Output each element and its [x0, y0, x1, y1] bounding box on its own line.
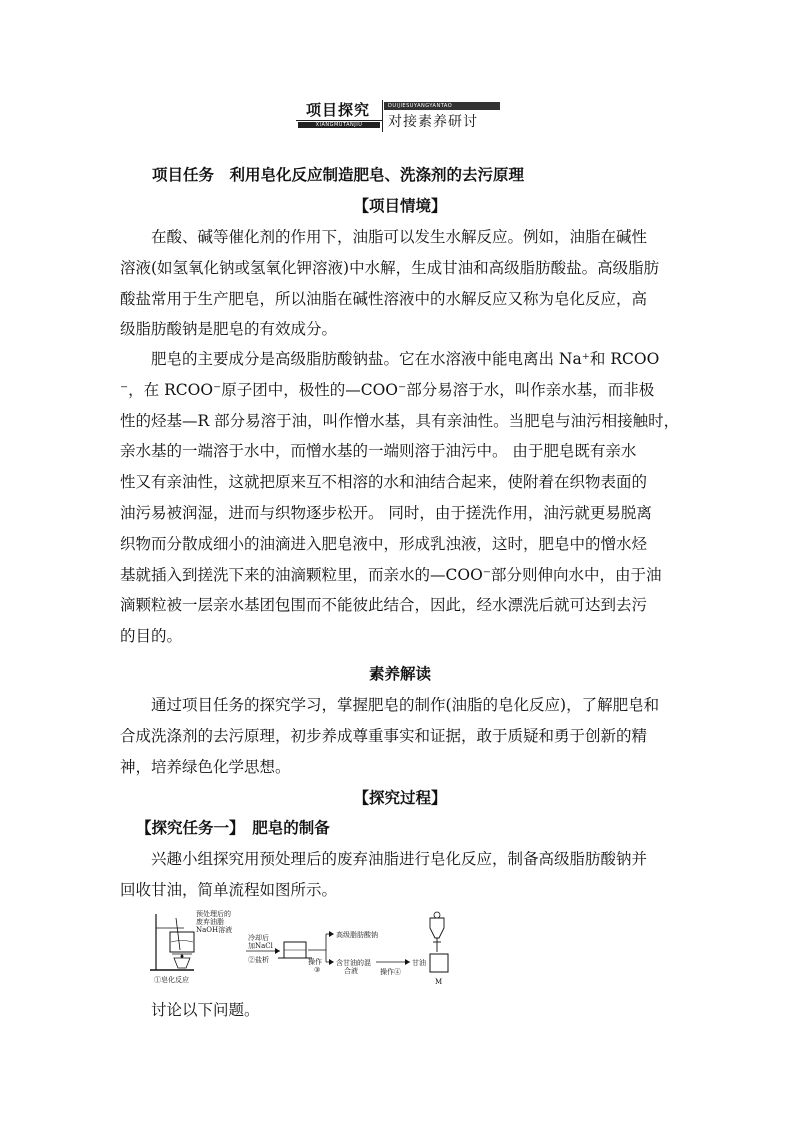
reagent-label-3: NaOH溶液	[196, 926, 233, 934]
task1-line: 回收甘油，简单流程如图所示。	[120, 880, 338, 899]
soap-process-diagram	[148, 908, 468, 988]
op3-label: 操作	[308, 958, 322, 966]
product-label-2a: 含甘油的混	[336, 959, 371, 967]
banner-subtitle-pinyin: DUIJIESUYANGYANTAO	[384, 102, 500, 110]
step1-label: ①皂化反应	[154, 976, 189, 984]
banner-divider	[382, 100, 383, 132]
cool-label-1: 冷却后	[248, 934, 269, 942]
banner-title-pinyin: XIANGMUTANJIU	[298, 122, 380, 128]
principle-line: 性又有亲油性，这就把原来互不相溶的水和油结合起来，使附着在织物表面的	[120, 473, 648, 492]
section-banner	[296, 100, 502, 134]
principle-line: 肥皂的主要成分是高级脂肪酸钠盐。它在水溶液中能电离出 Na⁺和 RCOO	[120, 350, 660, 368]
process-flow-figure	[148, 908, 468, 988]
principle-line: 织物而分散成细小的油滴进入肥皂液中，形成乳浊液，这时，肥皂中的憎水烃	[120, 534, 648, 553]
situation-line: 溶液(如氢氧化钠或氢氧化钾溶液)中水解，生成甘油和高级脂肪酸盐。高级脂肪	[120, 258, 660, 277]
situation-heading: 【项目情境】	[353, 196, 447, 215]
banner-underline	[296, 120, 382, 121]
situation-line: 级脂肪酸钠是肥皂的有效成分。	[120, 320, 338, 339]
reagent-label-2: 废弃油脂	[196, 918, 224, 926]
principle-line: 滴颗粒被一层亲水基团包围而不能彼此结合，因此，经水漂洗后就可达到去污	[120, 596, 648, 615]
literacy-heading: 素养解读	[368, 664, 431, 683]
literacy-line: 通过项目任务的探究学习，掌握肥皂的制作(油脂的皂化反应)，了解肥皂和	[120, 696, 660, 714]
task-title: 项目任务 利用皂化反应制造肥皂、洗涤剂的去污原理	[152, 165, 525, 184]
principle-line: 基就插入到搓洗下来的油滴颗粒里，而亲水的—COO⁻部分则伸向水中，由于油	[120, 565, 662, 584]
glycerol-label: 甘油	[412, 959, 426, 967]
banner-title: 项目探究	[305, 101, 370, 119]
situation-line: 酸盐常用于生产肥皂，所以油脂在碱性溶液中的水解反应又称为皂化反应，高	[120, 289, 648, 308]
process-heading: 【探究过程】	[353, 788, 447, 807]
principle-line: 性的烃基—R 部分易溶于油，叫作憎水基，具有亲油性。当肥皂与油污相接触时，	[120, 411, 680, 430]
product-label-1: 高级脂肪酸钠	[336, 931, 378, 939]
op3-number: ③	[314, 966, 321, 974]
principle-line: 亲水基的一端溶于水中，而憎水基的一端则溶于油污中。 由于肥皂既有亲水	[120, 442, 637, 461]
principle-line: 的目的。	[120, 627, 183, 646]
task1-title: 【探究任务一】 肥皂的制备	[136, 818, 330, 837]
task1-line: 兴趣小组探究用预处理后的废弃油脂进行皂化反应，制备高级脂肪酸钠并	[120, 850, 648, 868]
step2-label: ②盐析	[248, 956, 269, 964]
cool-label-2: 加NaCl	[248, 942, 273, 950]
banner-subtitle: 对接素养研讨	[388, 114, 478, 130]
discussion-prompt: 讨论以下问题。	[120, 1001, 260, 1019]
literacy-line: 神，培养绿色化学思想。	[120, 757, 291, 776]
situation-line: 在酸、碱等催化剂的作用下，油脂可以发生水解反应。例如，油脂在碱性	[120, 228, 648, 246]
literacy-line: 合成洗涤剂的去污原理，初步养成尊重事实和证据，敢于质疑和勇于创新的精	[120, 726, 648, 745]
reagent-label-1: 预处理后的	[196, 910, 231, 918]
product-label-2b: 合液	[344, 967, 358, 975]
m-label: M	[435, 978, 443, 986]
principle-line: ⁻，在 RCOO⁻原子团中，极性的—COO⁻部分易溶于水，叫作亲水基，而非极	[120, 380, 655, 399]
principle-line: 油污易被润湿，进而与织物逐步松开。 同时，由于搓洗作用，油污就更易脱离	[120, 504, 652, 522]
op4-label: 操作④	[380, 968, 401, 976]
